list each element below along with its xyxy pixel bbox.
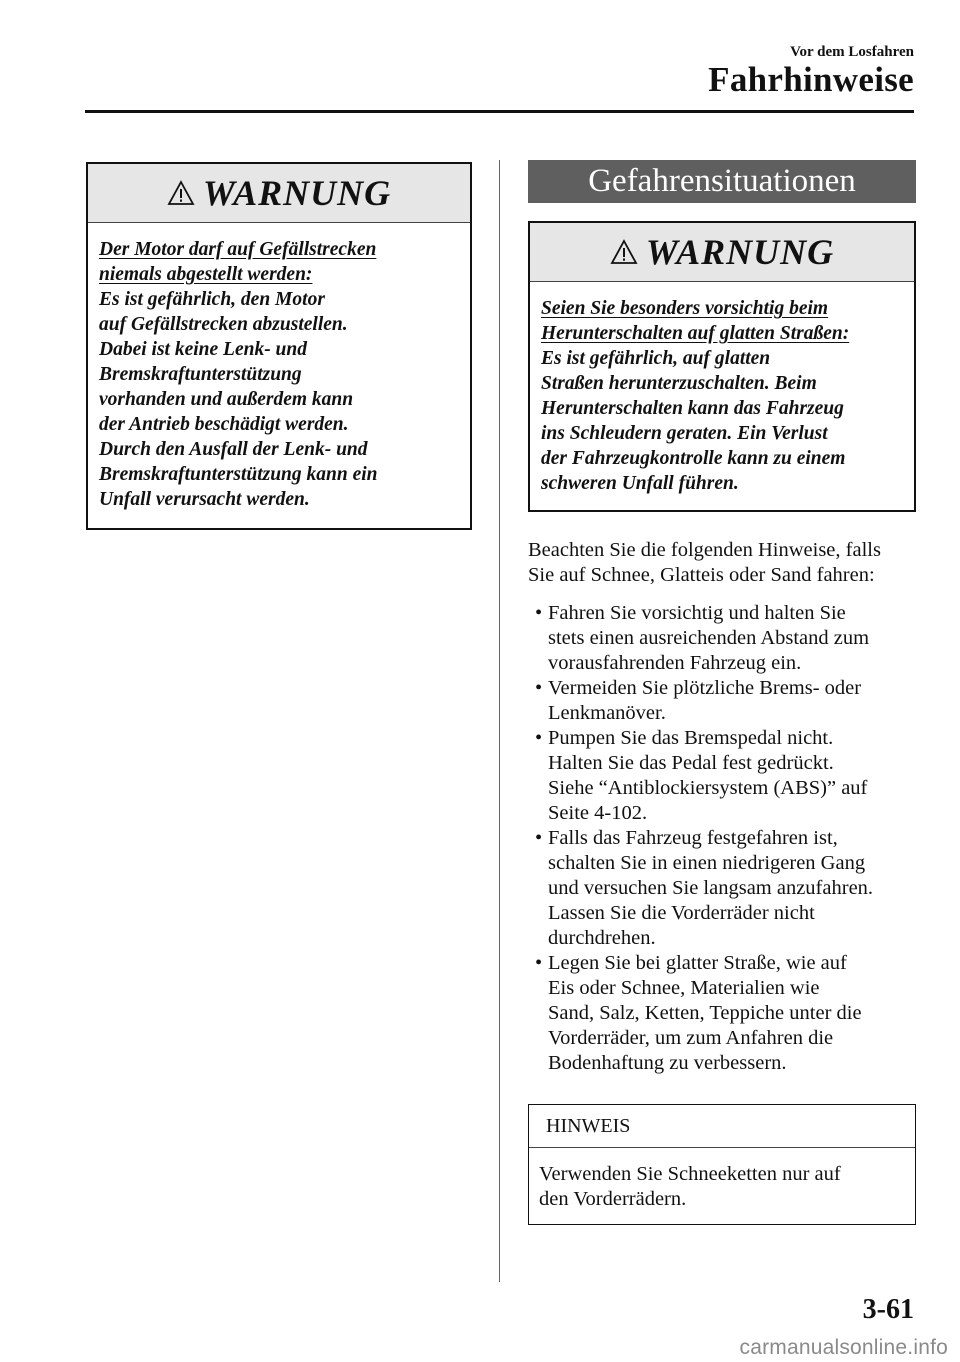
list-item bbox=[535, 951, 925, 1076]
warning-text-line: vorhanden und außerdem kann bbox=[99, 389, 354, 410]
column-divider bbox=[499, 160, 500, 1282]
hint-body bbox=[529, 1148, 915, 1212]
warning-text-line: ins Schleudern geraten. Ein Verlust bbox=[541, 423, 828, 444]
warning-heading-line: niemals abgestellt werden: bbox=[99, 264, 313, 285]
hint-line: den Vorderrädern. bbox=[539, 1188, 687, 1210]
warning-body bbox=[530, 282, 914, 508]
watermark: carmanualsonline.info bbox=[739, 1336, 948, 1359]
list-item-line: Vermeiden Sie plötzliche Brems- oder bbox=[548, 677, 862, 699]
header-rule bbox=[85, 110, 914, 113]
list-item bbox=[535, 601, 925, 676]
bullet-icon: • bbox=[535, 602, 543, 624]
list-item-line: Eis oder Schnee, Materialien wie bbox=[548, 977, 820, 999]
bullet-icon: • bbox=[535, 677, 543, 699]
warning-text-line: Bremskraftunterstützung kann ein bbox=[99, 464, 378, 485]
warning-text-line: Straßen herunterzuschalten. Beim bbox=[541, 373, 817, 394]
bullet-icon: • bbox=[535, 827, 543, 849]
warning-text-line: der Antrieb beschädigt werden. bbox=[99, 414, 349, 435]
warning-text-line: Bremskraftunterstützung bbox=[99, 364, 302, 385]
chapter-label: Vor dem Losfahren bbox=[790, 44, 914, 60]
bullet-icon: • bbox=[535, 952, 543, 974]
warning-text-line: Dabei ist keine Lenk- und bbox=[99, 339, 307, 360]
list-item-line: Lassen Sie die Vorderräder nicht bbox=[548, 902, 815, 924]
page-number: 3-61 bbox=[862, 1294, 914, 1325]
intro-line: Beachten Sie die folgenden Hinweise, falls bbox=[528, 539, 881, 561]
list-item-line: vorausfahrenden Fahrzeug ein. bbox=[548, 652, 802, 674]
driving-tips-list bbox=[535, 601, 925, 1076]
list-item-line: Fahren Sie vorsichtig und halten Sie bbox=[548, 602, 846, 624]
warning-text-line: schweren Unfall führen. bbox=[541, 473, 739, 494]
list-item-line: Siehe “Antiblockiersystem (ABS)” auf bbox=[548, 777, 868, 799]
list-item-line: Pumpen Sie das Bremspedal nicht. bbox=[548, 727, 834, 749]
warning-text-line: Durch den Ausfall der Lenk- und bbox=[99, 439, 368, 460]
warning-heading-line: Seien Sie besonders vorsichtig beim bbox=[541, 298, 829, 319]
warning-heading-line: Herunterschalten auf glatten Straßen: bbox=[541, 323, 850, 344]
warning-text-line: der Fahrzeugkontrolle kann zu einem bbox=[541, 448, 846, 469]
hint-box bbox=[528, 1104, 916, 1225]
list-item-line: und versuchen Sie langsam anzufahren. bbox=[548, 877, 874, 899]
list-item bbox=[535, 826, 925, 951]
intro-paragraph bbox=[528, 538, 881, 588]
list-item-line: Legen Sie bei glatter Straße, wie auf bbox=[548, 952, 847, 974]
list-item bbox=[535, 676, 925, 726]
bullet-icon: • bbox=[535, 727, 543, 749]
list-item-line: stets einen ausreichenden Abstand zum bbox=[548, 627, 870, 649]
warning-header bbox=[530, 223, 914, 282]
list-item-line: schalten Sie in einen niedrigeren Gang bbox=[548, 852, 866, 874]
warning-text-line: Es ist gefährlich, auf glatten bbox=[541, 348, 771, 369]
hint-title: HINWEIS bbox=[529, 1105, 915, 1148]
warning-triangle-icon bbox=[167, 180, 195, 206]
warning-text-line: Es ist gefährlich, den Motor bbox=[99, 289, 325, 310]
warning-text-line: auf Gefällstrecken abzustellen. bbox=[99, 314, 348, 335]
warning-title: WARNUNG bbox=[202, 173, 392, 213]
list-item-line: Bodenhaftung zu verbessern. bbox=[548, 1052, 787, 1074]
list-item-line: Seite 4-102. bbox=[548, 802, 648, 824]
list-item-line: Lenkmanöver. bbox=[548, 702, 666, 724]
warning-body bbox=[88, 223, 470, 524]
warning-text-line: Herunterschalten kann das Fahrzeug bbox=[541, 398, 844, 419]
list-item-line: durchdrehen. bbox=[548, 927, 656, 949]
warning-title: WARNUNG bbox=[645, 232, 835, 272]
warning-header bbox=[88, 164, 470, 223]
list-item-line: Vorderräder, um zum Anfahren die bbox=[548, 1027, 834, 1049]
section-title: Fahrhinweise bbox=[708, 60, 914, 99]
list-item-line: Halten Sie das Pedal fest gedrückt. bbox=[548, 752, 834, 774]
warning-text-line: Unfall verursacht werden. bbox=[99, 489, 310, 510]
hint-line: Verwenden Sie Schneeketten nur auf bbox=[539, 1163, 841, 1185]
warning-heading-line: Der Motor darf auf Gefällstrecken bbox=[99, 239, 377, 260]
warning-box-engine-off bbox=[86, 162, 472, 530]
warning-triangle-icon bbox=[610, 239, 638, 265]
section-banner: Gefahrensituationen bbox=[528, 160, 916, 203]
list-item-line: Falls das Fahrzeug festgefahren ist, bbox=[548, 827, 838, 849]
warning-box-downshift bbox=[528, 221, 916, 512]
list-item-line: Sand, Salz, Ketten, Teppiche unter die bbox=[548, 1002, 862, 1024]
list-item bbox=[535, 726, 925, 826]
intro-line: Sie auf Schnee, Glatteis oder Sand fahren: bbox=[528, 564, 875, 586]
